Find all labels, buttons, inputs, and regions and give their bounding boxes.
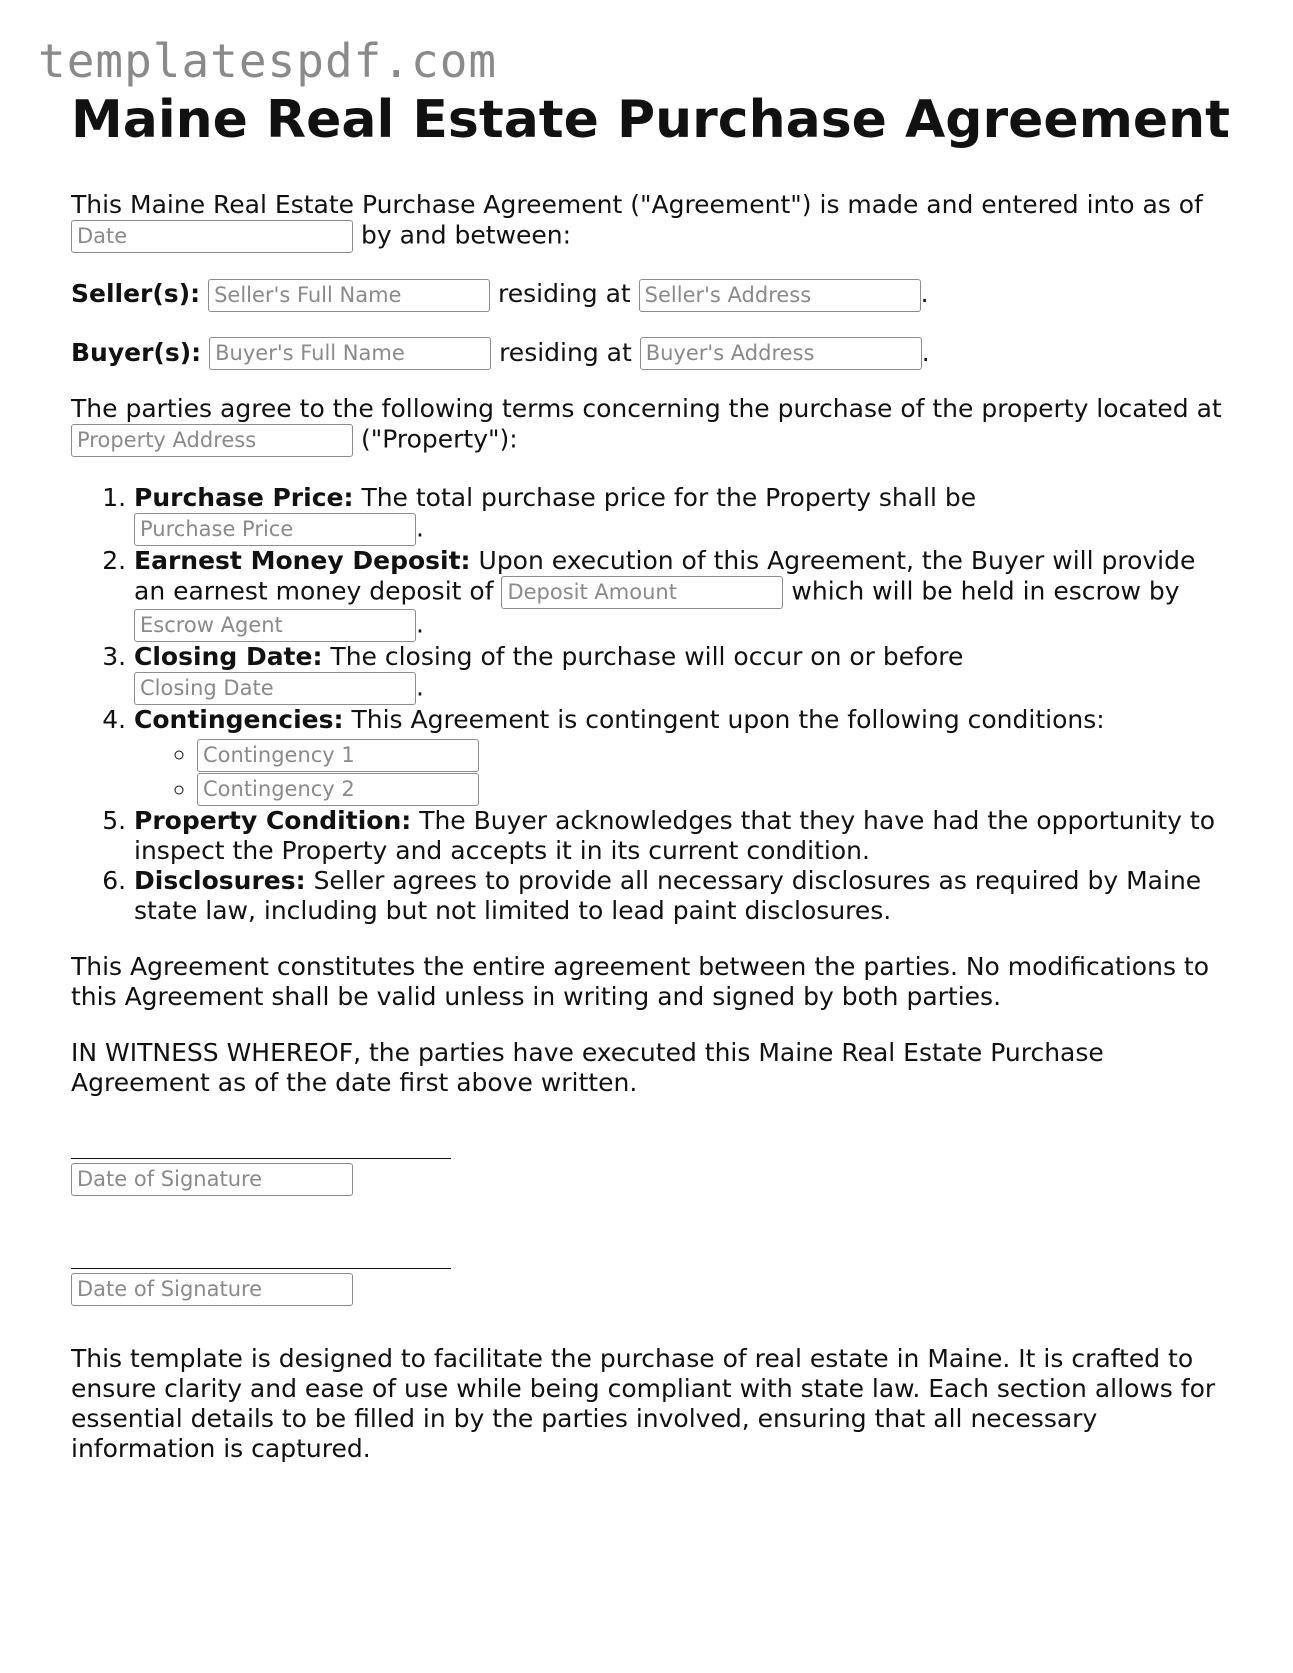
closing-date-label: Closing Date: — [134, 642, 323, 671]
term-closing-date — [134, 642, 1231, 705]
seller-residing-text: residing at — [498, 279, 631, 308]
signature-line-1[interactable] — [71, 1136, 451, 1159]
buyer-line-end: . — [921, 337, 930, 367]
intro-text-before: This Maine Real Estate Purchase Agreement ("Agreement") is made and entered into as of — [71, 190, 1203, 219]
purchase-price-text: The total purchase price for the Property shall be — [361, 483, 977, 512]
property-condition-label: Property Condition: — [134, 806, 412, 835]
buyer-name-field[interactable]: Buyer's Full Name — [209, 337, 491, 370]
signature-line-2[interactable] — [71, 1246, 451, 1269]
witness-paragraph: IN WITNESS WHEREOF, the parties have executed this Maine Real Estate Purchase Agreement as of the date first above written. — [71, 1038, 1104, 1097]
term-contingencies — [134, 705, 1231, 806]
escrow-agent-field[interactable]: Escrow Agent — [134, 609, 416, 642]
purchase-price-field[interactable]: Purchase Price — [134, 513, 416, 546]
contingencies-label: Contingencies: — [134, 705, 344, 734]
closing-note-paragraph: This template is designed to facilitate the purchase of real estate in Maine. It is crafted to ensure clarity and ease of use while being compliant with state law. Each section allows for essential details to be filled in by the parties involved, ensuring that all necessary information is captured. — [71, 1344, 1216, 1463]
signature-date-field-1[interactable]: Date of Signature — [71, 1163, 353, 1196]
disclosures-text: Seller agrees to provide all necessary disclosures as required by Maine state law, including but not limited to lead paint disclosures. — [134, 866, 1202, 925]
seller-address-field[interactable]: Seller's Address — [639, 279, 921, 312]
seller-line — [71, 277, 1231, 312]
contingency-1-field[interactable]: Contingency 1 — [197, 739, 479, 772]
seller-name-field[interactable]: Seller's Full Name — [208, 279, 490, 312]
property-condition-text: The Buyer acknowledges that they have had the opportunity to inspect the Property and accepts it in its current condition. — [134, 806, 1215, 865]
earnest-money-text-middle: which will be held in escrow by — [791, 576, 1180, 606]
terms-intro-text-before: The parties agree to the following terms concerning the purchase of the property located at — [71, 394, 1222, 423]
agreement-date-field[interactable]: Date — [71, 220, 353, 253]
term-purchase-price — [134, 483, 1231, 546]
terms-list — [71, 483, 1231, 926]
closing-date-field[interactable]: Closing Date — [134, 672, 416, 705]
contingencies-list — [134, 737, 1231, 806]
entire-agreement-paragraph: This Agreement constitutes the entire agreement between the parties. No modifications to this Agreement shall be valid unless in writing and signed by both parties. — [71, 952, 1210, 1011]
buyer-residing-text: residing at — [499, 337, 632, 367]
earnest-money-end: . — [416, 609, 424, 639]
buyer-address-field[interactable]: Buyer's Address — [640, 337, 922, 370]
earnest-money-text-before: Upon execution of this Agreement, the Buyer will provide an earnest money deposit of — [134, 546, 1196, 606]
seller-label: Seller(s): — [71, 279, 201, 308]
intro-text-after: by and between: — [360, 220, 572, 250]
closing-date-end: . — [416, 672, 424, 702]
purchase-price-label: Purchase Price: — [134, 483, 354, 512]
earnest-money-label: Earnest Money Deposit: — [134, 546, 471, 575]
buyer-line — [71, 336, 1231, 371]
deposit-amount-field[interactable]: Deposit Amount — [501, 576, 783, 609]
property-address-field[interactable]: Property Address — [71, 424, 353, 457]
intro-paragraph — [71, 190, 1231, 253]
term-property-condition — [134, 806, 1231, 866]
term-earnest-money — [134, 546, 1231, 642]
closing-date-text: The closing of the purchase will occur on or before — [330, 642, 964, 671]
document-body — [71, 88, 1231, 1464]
purchase-price-end: . — [416, 513, 424, 543]
watermark: templatespdf.com — [38, 34, 498, 88]
disclosures-label: Disclosures: — [134, 866, 306, 895]
document-title: Maine Real Estate Purchase Agreement — [71, 90, 1231, 150]
terms-intro-paragraph — [71, 394, 1231, 457]
signature-date-field-2[interactable]: Date of Signature — [71, 1273, 353, 1306]
list-item — [197, 772, 1231, 807]
contingencies-text: This Agreement is contingent upon the following conditions: — [351, 705, 1105, 734]
list-item — [197, 737, 1231, 772]
buyer-label: Buyer(s): — [71, 337, 202, 367]
seller-line-end: . — [920, 279, 929, 308]
contingency-2-field[interactable]: Contingency 2 — [197, 773, 479, 806]
signature-block-1 — [71, 1136, 1231, 1196]
term-disclosures — [134, 866, 1231, 926]
terms-intro-text-after: ("Property"): — [360, 424, 518, 454]
signature-block-2 — [71, 1246, 1231, 1306]
